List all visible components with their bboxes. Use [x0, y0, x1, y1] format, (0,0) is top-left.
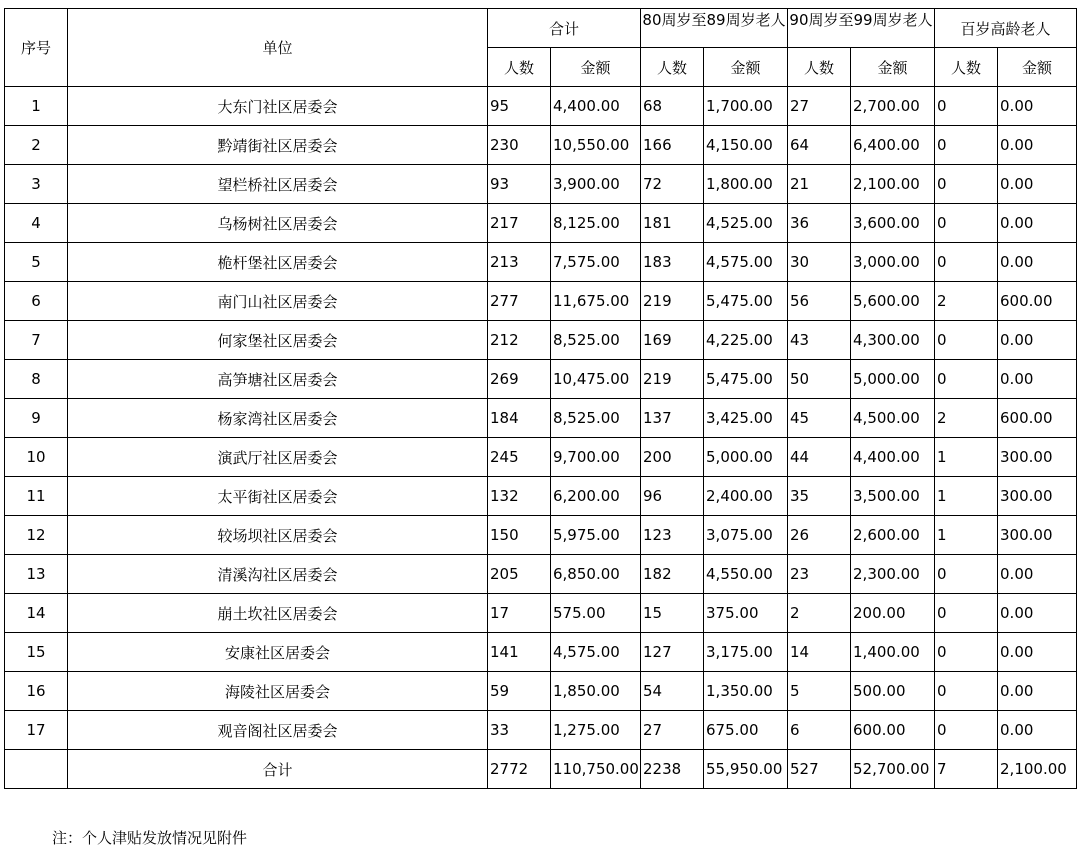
- unit-cell: 桅杆堡社区居委会: [68, 243, 488, 282]
- age100-amount-cell: 2,100.00: [998, 750, 1077, 789]
- table-row: [5, 711, 1077, 750]
- age80-count-cell: 123: [641, 516, 704, 555]
- total-amount-cell: 6,850.00: [551, 555, 641, 594]
- age90-amount-cell: 3,600.00: [851, 204, 935, 243]
- seq-cell: 6: [5, 282, 68, 321]
- total-count-cell: 217: [488, 204, 551, 243]
- age100-amount-cell: 600.00: [998, 399, 1077, 438]
- age100-count-cell: 1: [935, 516, 998, 555]
- age90-amount-cell: 1,400.00: [851, 633, 935, 672]
- seq-cell: 10: [5, 438, 68, 477]
- seq-cell: 8: [5, 360, 68, 399]
- age100-count-cell: 0: [935, 87, 998, 126]
- table-row: [5, 165, 1077, 204]
- unit-cell: 黔靖街社区居委会: [68, 126, 488, 165]
- age80-amount-cell: 55,950.00: [704, 750, 788, 789]
- age100-amount-cell: 0.00: [998, 555, 1077, 594]
- age100-count-cell: 0: [935, 321, 998, 360]
- age80-amount-cell: 675.00: [704, 711, 788, 750]
- unit-cell: 清溪沟社区居委会: [68, 555, 488, 594]
- age100-count-cell: 1: [935, 477, 998, 516]
- seq-cell: 13: [5, 555, 68, 594]
- total-count-cell: 95: [488, 87, 551, 126]
- total-count-cell: 93: [488, 165, 551, 204]
- age100-count-cell: 0: [935, 126, 998, 165]
- total-amount-cell: 10,550.00: [551, 126, 641, 165]
- age90-amount-cell: 5,600.00: [851, 282, 935, 321]
- unit-cell: 安康社区居委会: [68, 633, 488, 672]
- total-count-cell: 33: [488, 711, 551, 750]
- table-row: [5, 438, 1077, 477]
- total-amount-cell: 7,575.00: [551, 243, 641, 282]
- total-count-cell: 141: [488, 633, 551, 672]
- total-amount-cell: 11,675.00: [551, 282, 641, 321]
- age100-amount-cell: 600.00: [998, 282, 1077, 321]
- total-count-cell: 205: [488, 555, 551, 594]
- age90-count-cell: 14: [788, 633, 851, 672]
- total-amount-cell: 9,700.00: [551, 438, 641, 477]
- age100-count-cell: 0: [935, 165, 998, 204]
- table-header: [5, 9, 1077, 87]
- unit-cell: 较场坝社区居委会: [68, 516, 488, 555]
- age100-amount-cell: 0.00: [998, 711, 1077, 750]
- age100-count-cell: 0: [935, 360, 998, 399]
- table-row: [5, 594, 1077, 633]
- age80-amount-cell: 2,400.00: [704, 477, 788, 516]
- age90-count-cell: 35: [788, 477, 851, 516]
- total-amount-cell: 8,125.00: [551, 204, 641, 243]
- age100-amount-cell: 0.00: [998, 672, 1077, 711]
- age100-count-cell: 0: [935, 555, 998, 594]
- age100-count-cell: 0: [935, 243, 998, 282]
- table-row: [5, 204, 1077, 243]
- age80-count-cell: 181: [641, 204, 704, 243]
- seq-cell: 17: [5, 711, 68, 750]
- age90-amount-cell: 2,600.00: [851, 516, 935, 555]
- total-amount-cell: 575.00: [551, 594, 641, 633]
- total-amount-cell: 110,750.00: [551, 750, 641, 789]
- total-count-cell: 230: [488, 126, 551, 165]
- age90-count-cell: 6: [788, 711, 851, 750]
- age100-count-cell: 0: [935, 633, 998, 672]
- age80-amount-cell: 5,000.00: [704, 438, 788, 477]
- age90-count-cell: 5: [788, 672, 851, 711]
- age90-count-cell: 36: [788, 204, 851, 243]
- age100-amount-cell: 300.00: [998, 438, 1077, 477]
- total-amount-cell: 1,275.00: [551, 711, 641, 750]
- age100-amount-cell: 0.00: [998, 360, 1077, 399]
- header-unit: 单位: [68, 9, 488, 87]
- header-row-groups: [5, 9, 1077, 48]
- table-row: [5, 321, 1077, 360]
- header-total-count: 人数: [488, 48, 551, 87]
- table-row: [5, 243, 1077, 282]
- total-amount-cell: 3,900.00: [551, 165, 641, 204]
- total-amount-cell: 1,850.00: [551, 672, 641, 711]
- age90-count-cell: 27: [788, 87, 851, 126]
- age80-count-cell: 15: [641, 594, 704, 633]
- age80-count-cell: 182: [641, 555, 704, 594]
- age80-count-cell: 169: [641, 321, 704, 360]
- age90-count-cell: 527: [788, 750, 851, 789]
- age90-count-cell: 50: [788, 360, 851, 399]
- seq-cell: 14: [5, 594, 68, 633]
- age80-count-cell: 219: [641, 360, 704, 399]
- age80-amount-cell: 5,475.00: [704, 360, 788, 399]
- age100-amount-cell: 0.00: [998, 126, 1077, 165]
- header-age90-amount: 金额: [851, 48, 935, 87]
- age100-count-cell: 0: [935, 711, 998, 750]
- age80-count-cell: 2238: [641, 750, 704, 789]
- header-age80-group: 80周岁至89周岁老人: [641, 9, 788, 48]
- age80-count-cell: 27: [641, 711, 704, 750]
- unit-cell: 演武厅社区居委会: [68, 438, 488, 477]
- total-count-cell: 213: [488, 243, 551, 282]
- age90-count-cell: 21: [788, 165, 851, 204]
- age80-count-cell: 166: [641, 126, 704, 165]
- age80-count-cell: 96: [641, 477, 704, 516]
- age80-count-cell: 54: [641, 672, 704, 711]
- age80-amount-cell: 4,150.00: [704, 126, 788, 165]
- age90-count-cell: 56: [788, 282, 851, 321]
- age100-amount-cell: 0.00: [998, 204, 1077, 243]
- age80-amount-cell: 3,175.00: [704, 633, 788, 672]
- unit-cell: 崩土坎社区居委会: [68, 594, 488, 633]
- age90-amount-cell: 3,500.00: [851, 477, 935, 516]
- total-count-cell: 245: [488, 438, 551, 477]
- age100-count-cell: 0: [935, 594, 998, 633]
- age80-amount-cell: 375.00: [704, 594, 788, 633]
- age80-count-cell: 72: [641, 165, 704, 204]
- table-row: [5, 633, 1077, 672]
- total-amount-cell: 4,575.00: [551, 633, 641, 672]
- totals-row: [5, 750, 1077, 789]
- age80-amount-cell: 3,425.00: [704, 399, 788, 438]
- seq-cell: 1: [5, 87, 68, 126]
- table-body: [5, 87, 1077, 789]
- total-amount-cell: 8,525.00: [551, 321, 641, 360]
- seq-cell: 16: [5, 672, 68, 711]
- age100-count-cell: 0: [935, 672, 998, 711]
- age90-count-cell: 2: [788, 594, 851, 633]
- unit-cell: 大东门社区居委会: [68, 87, 488, 126]
- table-row: [5, 282, 1077, 321]
- unit-cell: 何家堡社区居委会: [68, 321, 488, 360]
- age90-count-cell: 44: [788, 438, 851, 477]
- header-total-group: 合计: [488, 9, 641, 48]
- table-row: [5, 126, 1077, 165]
- age90-amount-cell: 4,400.00: [851, 438, 935, 477]
- seq-cell: 12: [5, 516, 68, 555]
- age100-amount-cell: 0.00: [998, 633, 1077, 672]
- age90-amount-cell: 600.00: [851, 711, 935, 750]
- age100-count-cell: 2: [935, 282, 998, 321]
- age90-amount-cell: 2,300.00: [851, 555, 935, 594]
- age90-amount-cell: 2,100.00: [851, 165, 935, 204]
- seq-cell: 7: [5, 321, 68, 360]
- age100-count-cell: 0: [935, 204, 998, 243]
- total-count-cell: 17: [488, 594, 551, 633]
- age90-count-cell: 30: [788, 243, 851, 282]
- table-row: [5, 360, 1077, 399]
- seq-cell: 11: [5, 477, 68, 516]
- header-age80-amount: 金额: [704, 48, 788, 87]
- total-amount-cell: 4,400.00: [551, 87, 641, 126]
- header-age80-count: 人数: [641, 48, 704, 87]
- seq-cell: 2: [5, 126, 68, 165]
- age100-amount-cell: 0.00: [998, 594, 1077, 633]
- age100-amount-cell: 0.00: [998, 165, 1077, 204]
- age80-amount-cell: 3,075.00: [704, 516, 788, 555]
- total-count-cell: 269: [488, 360, 551, 399]
- age90-amount-cell: 500.00: [851, 672, 935, 711]
- unit-cell: 合计: [68, 750, 488, 789]
- seq-cell: 9: [5, 399, 68, 438]
- total-count-cell: 150: [488, 516, 551, 555]
- table-row: [5, 399, 1077, 438]
- unit-cell: 高笋塘社区居委会: [68, 360, 488, 399]
- age80-amount-cell: 1,700.00: [704, 87, 788, 126]
- seq-cell: [5, 750, 68, 789]
- age100-count-cell: 7: [935, 750, 998, 789]
- age80-amount-cell: 4,550.00: [704, 555, 788, 594]
- age80-count-cell: 200: [641, 438, 704, 477]
- header-age90-count: 人数: [788, 48, 851, 87]
- age90-count-cell: 45: [788, 399, 851, 438]
- table-row: [5, 516, 1077, 555]
- header-age100-group: 百岁高龄老人: [935, 9, 1077, 48]
- age90-amount-cell: 4,300.00: [851, 321, 935, 360]
- total-count-cell: 277: [488, 282, 551, 321]
- age90-amount-cell: 2,700.00: [851, 87, 935, 126]
- age90-count-cell: 26: [788, 516, 851, 555]
- header-age100-count: 人数: [935, 48, 998, 87]
- seq-cell: 3: [5, 165, 68, 204]
- age100-amount-cell: 300.00: [998, 516, 1077, 555]
- age80-amount-cell: 5,475.00: [704, 282, 788, 321]
- age100-amount-cell: 0.00: [998, 321, 1077, 360]
- total-amount-cell: 5,975.00: [551, 516, 641, 555]
- table-row: [5, 672, 1077, 711]
- total-amount-cell: 8,525.00: [551, 399, 641, 438]
- total-count-cell: 132: [488, 477, 551, 516]
- age90-amount-cell: 5,000.00: [851, 360, 935, 399]
- footnote: 注：个人津贴发放情况见附件: [52, 829, 248, 847]
- age90-amount-cell: 6,400.00: [851, 126, 935, 165]
- seq-cell: 4: [5, 204, 68, 243]
- age90-count-cell: 64: [788, 126, 851, 165]
- age80-count-cell: 183: [641, 243, 704, 282]
- seq-cell: 15: [5, 633, 68, 672]
- total-amount-cell: 6,200.00: [551, 477, 641, 516]
- age90-amount-cell: 200.00: [851, 594, 935, 633]
- total-amount-cell: 10,475.00: [551, 360, 641, 399]
- age80-count-cell: 68: [641, 87, 704, 126]
- header-total-amount: 金额: [551, 48, 641, 87]
- table-row: [5, 87, 1077, 126]
- total-count-cell: 212: [488, 321, 551, 360]
- age90-count-cell: 43: [788, 321, 851, 360]
- total-count-cell: 2772: [488, 750, 551, 789]
- age100-count-cell: 2: [935, 399, 998, 438]
- unit-cell: 南门山社区居委会: [68, 282, 488, 321]
- unit-cell: 望栏桥社区居委会: [68, 165, 488, 204]
- unit-cell: 乌杨树社区居委会: [68, 204, 488, 243]
- subsidy-table: [4, 8, 1077, 789]
- age100-amount-cell: 0.00: [998, 87, 1077, 126]
- header-age90-group: 90周岁至99周岁老人: [788, 9, 935, 48]
- total-count-cell: 59: [488, 672, 551, 711]
- age90-amount-cell: 52,700.00: [851, 750, 935, 789]
- age80-count-cell: 127: [641, 633, 704, 672]
- age80-amount-cell: 4,525.00: [704, 204, 788, 243]
- age100-amount-cell: 0.00: [998, 243, 1077, 282]
- unit-cell: 海陵社区居委会: [68, 672, 488, 711]
- age90-count-cell: 23: [788, 555, 851, 594]
- age80-amount-cell: 4,225.00: [704, 321, 788, 360]
- age100-amount-cell: 300.00: [998, 477, 1077, 516]
- age80-amount-cell: 4,575.00: [704, 243, 788, 282]
- unit-cell: 太平街社区居委会: [68, 477, 488, 516]
- total-count-cell: 184: [488, 399, 551, 438]
- seq-cell: 5: [5, 243, 68, 282]
- header-seq: 序号: [5, 9, 68, 87]
- age100-count-cell: 1: [935, 438, 998, 477]
- header-age100-amount: 金额: [998, 48, 1077, 87]
- table-row: [5, 555, 1077, 594]
- age90-amount-cell: 4,500.00: [851, 399, 935, 438]
- age80-count-cell: 137: [641, 399, 704, 438]
- table-row: [5, 477, 1077, 516]
- age90-amount-cell: 3,000.00: [851, 243, 935, 282]
- unit-cell: 杨家湾社区居委会: [68, 399, 488, 438]
- age80-amount-cell: 1,800.00: [704, 165, 788, 204]
- age80-count-cell: 219: [641, 282, 704, 321]
- age80-amount-cell: 1,350.00: [704, 672, 788, 711]
- unit-cell: 观音阁社区居委会: [68, 711, 488, 750]
